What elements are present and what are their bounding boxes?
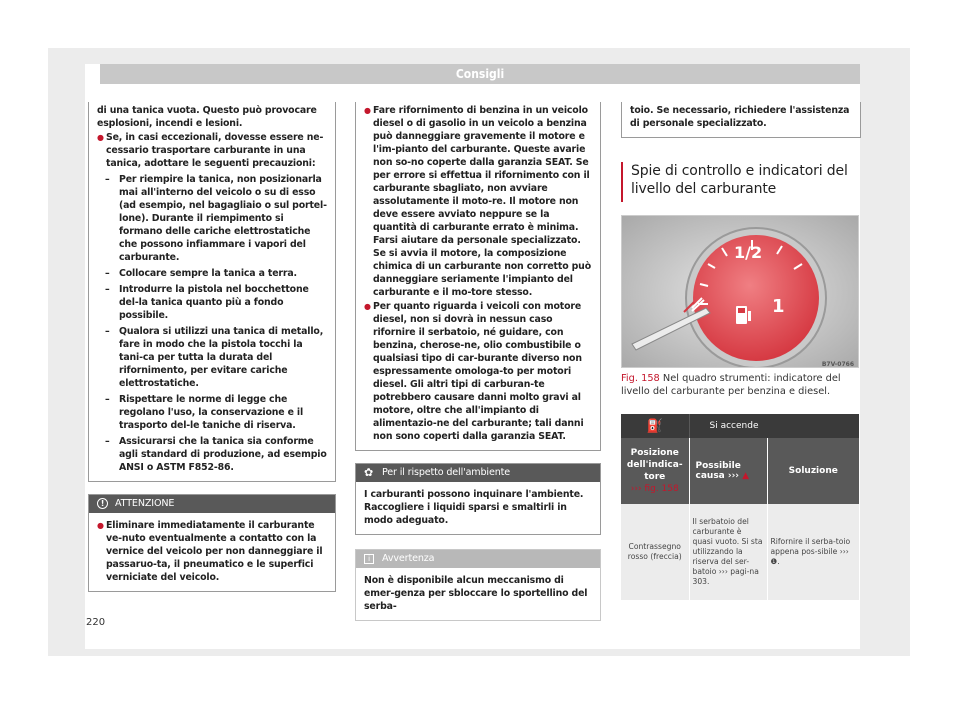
warning-icon: ! [97,498,108,509]
column-1 [88,102,336,592]
chapter-header: Consigli [100,64,860,84]
intro-text: di una tanica vuota. Questo può provocare esplosioni, incendi e lesioni. [97,105,317,129]
attention-box [88,494,336,592]
page-number: 220 [86,617,106,628]
note-label: Avvertenza [382,553,435,564]
attention-text: ● Eliminare immediatamente il carburante ve-nuto eventualmente a contatto con la vernice del veicolo per non danneggiare il passaruo-ta, il pneumatico e le superfici verniciate del veicolo. [97,519,327,584]
table-header-on: Si accende [689,414,859,438]
col-header-solution: Soluzione [767,438,859,504]
heading-accent-bar [621,162,623,202]
environment-label: Per il rispetto dell'ambiente [382,467,510,478]
dash-item-4: – Qualora si utilizzi una tanica di metallo, fare in modo che la pistola tocchi la tani-ca per tutta la durata del rifornimento, per evitare cariche elettrostatiche. [97,325,327,390]
note-header [356,550,600,568]
caption-text: Nel quadro strumenti: indicatore del livello del carburante per benzina e diesel. [621,373,841,397]
figure-number: Fig. 158 [621,373,660,384]
dash-item-5: – Rispettare le norme di legge che regolano l'uso, la conservazione e il trasporto del-le taniche di riserva. [97,393,327,432]
section-heading [621,162,861,198]
leaf-icon: ✿ [364,466,374,479]
environment-header [356,464,600,482]
dash-item-6: – Assicurarsi che la tanica sia conforme agli standard di produzione, ad esempio ANSI o ASTM F852-86. [97,435,327,474]
warning-box-continued [88,102,336,482]
gauge-half-label: 1/2 [734,243,763,262]
dash-item-2: – Collocare sempre la tanica a terra. [97,267,327,280]
fuel-bullet-2: ● Per quanto riguarda i veicoli con motore diesel, non si dovrà in nessun caso rifornire il serbatoio, né guidare, con benzina, cherose-ne, olio combustibile o qualsiasi tipo di car-burante diverso non espressamente omologa-to per motori diesel. Gli altri tipi di carburan-te potrebbero causare danni molto gravi al motore, oltre che all'impianto di alimentazio-ne del carburante; tali danni non sono coperti dalla garanzia SEAT. [364,300,592,443]
dash-item-3: – Introdurre la pistola nel bocchettone del-la tanica quanto più a fondo possibile. [97,283,327,322]
note-box [355,549,601,621]
column-2 [355,102,601,621]
attention-label: ATTENZIONE [115,498,175,509]
bullet-item: ● Se, in casi eccezionali, dovesse essere ne-cessario trasportare carburante in una tanica, adottare le seguenti precauzioni: [97,131,327,170]
col-header-position-ref: ››› fig. 158 [630,484,679,494]
dash-item-1: – Per riempire la tanica, non posizionarla mai all'interno del veicolo o su di esso (ad esempio, nel bagagliaio o sul portel-lone). Durante il riempimento si formano delle cariche elettrostatiche che possono infiammare i vapori del carburante. [97,173,327,264]
gauge-full-label: 1 [772,296,785,317]
col-header-cause [689,438,767,504]
attention-header [89,495,335,513]
table-cell-position: Contrassegno rosso (freccia) [621,504,689,600]
fuel-gauge-illustration [622,216,859,368]
col-header-cause-text: Possibile causa ››› [695,461,741,481]
note-icon: i [364,554,374,564]
figure-caption [621,372,861,398]
warning-box-fuel [355,102,601,451]
figure-fuel-gauge [621,215,859,368]
table-icon-cell [621,414,689,438]
note-text: Non è disponibile alcun meccanismo di emer-genza per sbloccare lo sportellino del serba- [364,575,588,612]
table-cell-solution: Rifornire il serba-toio appena pos-sibile ››› ❶. [767,504,859,600]
environment-text: I carburanti possono inquinare l'ambiente. Raccogliere i liquidi sparsi e smaltirli in modo adeguato. [364,489,584,526]
section-title: Spie di controllo e indicatori del livello del carburante [631,163,848,197]
column-3 [621,102,861,198]
fuel-bullet-1: ● Fare rifornimento di benzina in un veicolo diesel o di gasolio in un veicolo a benzina può danneggiare gravemente il motore e l'im-pianto del carburante. Queste avarie non so-no coperte dalla garanzia SEAT. Se per errore si effettua il rifornimento con il carburante sbagliato, non avviare assolutamente il moto-re. Il motore non deve essere avviato neppure se la quantità di carburante errato è minima. Farsi aiutare da personale specializzato. Se si avvia il motore, la composizione chimica di un carburante non corretto può danneggiare seriamente l'impianto del carburante e il mo-tore stesso. [364,104,592,299]
indicator-table [621,414,859,600]
environment-box [355,463,601,535]
note-box-continued [621,102,861,138]
note-continued-text: toio. Se necessario, richiedere l'assistenza di personale specializzato. [630,105,850,129]
col-header-position [621,438,689,504]
warning-triangle-icon: ▲ [742,471,750,481]
fuel-pump-table-icon: ⛽ [646,418,663,434]
col-header-position-text: Posizione dell'indica-tore [626,448,683,482]
table-cell-cause: Il serbatoio del carburante è quasi vuoto. Si sta utilizzando la riserva del ser-batoio ››› pagi-na 303. [689,504,767,600]
figure-code: B7V-0766 [821,361,854,368]
